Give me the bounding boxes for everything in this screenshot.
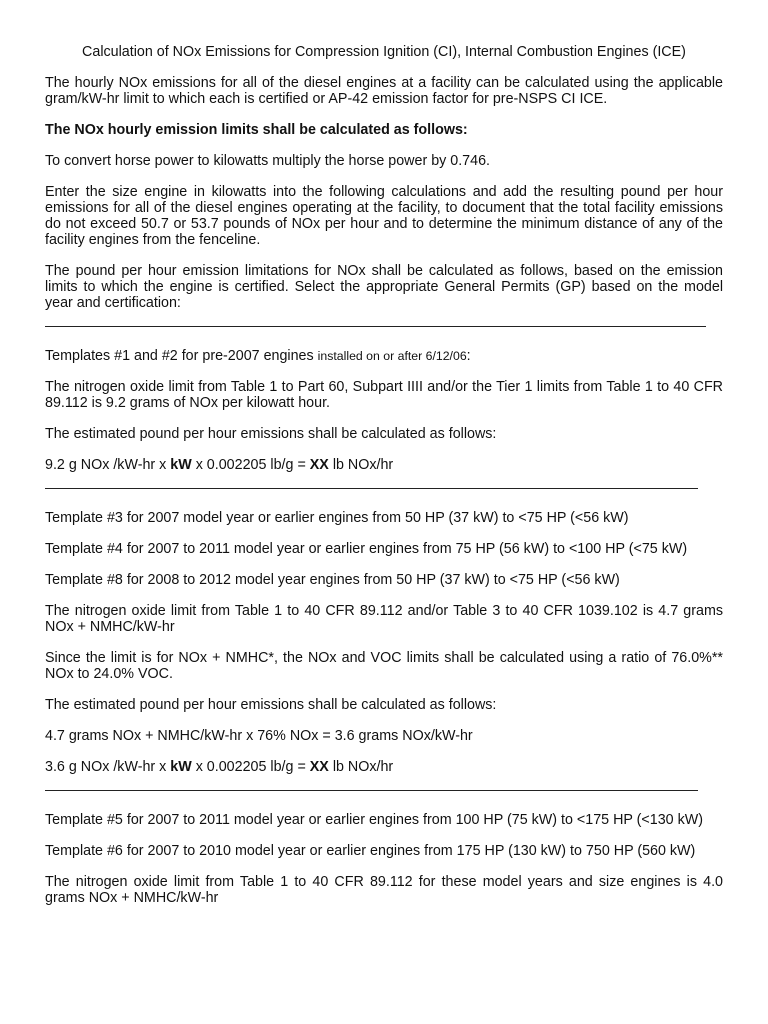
template-3-line: Template #3 for 2007 model year or earlier engines from 50 HP (37 kW) to <75 HP (<56 kW) bbox=[45, 510, 629, 526]
template-5-line: Template #5 for 2007 to 2011 model year or earlier engines from 100 HP (75 kW) to <175 HP (<130 kW) bbox=[45, 812, 703, 828]
document-title: Calculation of NOx Emissions for Compression Ignition (CI), Internal Combustion Engines (ICE) bbox=[82, 44, 686, 60]
formula-xx: XX bbox=[309, 457, 329, 473]
templates-1-2-colon: : bbox=[466, 348, 471, 364]
formula-text: 9.2 g NOx /kW-hr x bbox=[45, 457, 171, 473]
formula-text: x 0.002205 lb/g = bbox=[191, 759, 310, 775]
templates-1-2-install-date: installed on or after 6/12/06 bbox=[317, 349, 467, 363]
ratio-paragraph: Since the limit is for NOx + NMHC*, the NOx and VOC limits shall be calculated using a ratio of 76.0%** NOx to 24.0% VOC. bbox=[45, 650, 723, 682]
section-heading: The NOx hourly emission limits shall be calculated as follows: bbox=[45, 122, 468, 138]
conversion-paragraph: To convert horse power to kilowatts multiply the horse power by 0.746. bbox=[45, 153, 491, 169]
formula-text: lb NOx/hr bbox=[328, 457, 394, 473]
formula-kw: kW bbox=[170, 457, 192, 473]
formula-3-6 bbox=[45, 759, 723, 775]
enter-size-paragraph: Enter the size engine in kilowatts into the following calculations and add the resulting pound per hour emissions for all of the diesel engines operating at the facility, to document that the total facility emissions do not exceed 50.7 or 53.7 pounds of NOx per hour and to determine the minimum distance of any of the facility engines from the fenceline. bbox=[45, 184, 723, 248]
divider-line bbox=[45, 790, 698, 791]
estimated-emissions-text: The estimated pound per hour emissions shall be calculated as follows: bbox=[45, 697, 497, 713]
formula-kw: kW bbox=[170, 759, 192, 775]
templates-1-2-label: Templates #1 and #2 for pre-2007 engines bbox=[45, 348, 318, 364]
intro-paragraph: The hourly NOx emissions for all of the diesel engines at a facility can be calculated using the applicable gram/kW-hr limit to which each is certified or AP-42 emission factor for pre-NSPS CI ICE. bbox=[45, 75, 723, 107]
tier1-limit-paragraph: The nitrogen oxide limit from Table 1 to Part 60, Subpart IIII and/or the Tier 1 limits from Table 1 to 40 CFR 89.112 is 9.2 grams of NOx per kilowatt hour. bbox=[45, 379, 723, 411]
template-6-line: Template #6 for 2007 to 2010 model year or earlier engines from 175 HP (130 kW) to 750 HP (560 kW) bbox=[45, 843, 696, 859]
pound-limits-paragraph: The pound per hour emission limitations for NOx shall be calculated as follows, based on the emission limits to which the engine is certified. Select the appropriate General Permits (GP) based on the model year and certification: bbox=[45, 263, 723, 311]
formula-9-2 bbox=[45, 457, 723, 473]
formula-text: lb NOx/hr bbox=[328, 759, 394, 775]
formula-xx: XX bbox=[309, 759, 329, 775]
template-8-line: Template #8 for 2008 to 2012 model year engines from 50 HP (37 kW) to <75 HP (<56 kW) bbox=[45, 572, 620, 588]
templates-1-2-heading bbox=[45, 348, 723, 364]
template-4-line: Template #4 for 2007 to 2011 model year or earlier engines from 75 HP (56 kW) to <100 HP (<75 kW) bbox=[45, 541, 688, 557]
formula-text: x 0.002205 lb/g = bbox=[191, 457, 310, 473]
divider-line bbox=[45, 488, 698, 489]
nox-nmhc-4-0-limit-paragraph: The nitrogen oxide limit from Table 1 to 40 CFR 89.112 for these model years and size engines is 4.0 grams NOx + NMHC/kW-hr bbox=[45, 874, 723, 906]
formula-text: 3.6 g NOx /kW-hr x bbox=[45, 759, 171, 775]
divider-line bbox=[45, 326, 706, 327]
formula-4-7: 4.7 grams NOx + NMHC/kW-hr x 76% NOx = 3.6 grams NOx/kW-hr bbox=[45, 728, 473, 744]
estimated-emissions-text: The estimated pound per hour emissions shall be calculated as follows: bbox=[45, 426, 497, 442]
nox-nmhc-limit-paragraph: The nitrogen oxide limit from Table 1 to 40 CFR 89.112 and/or Table 3 to 40 CFR 1039.102 is 4.7 grams NOx + NMHC/kW-hr bbox=[45, 603, 723, 635]
